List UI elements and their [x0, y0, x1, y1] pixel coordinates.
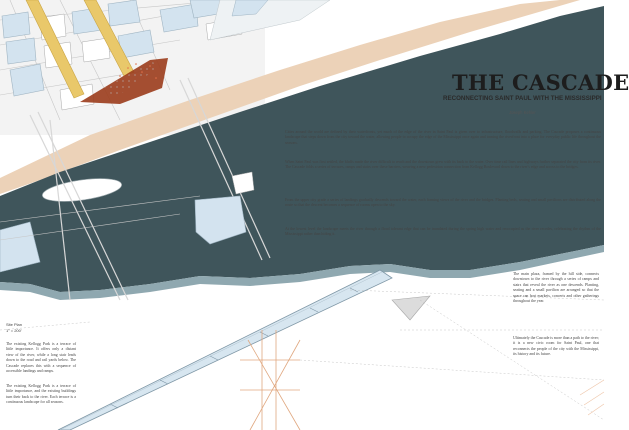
body-paragraph-3: From the upper city grade a series of landings gradually descends toward the water, each framing views of the river and the bridges. Planting beds, seating and small pavilions are distributed along the route so that the descent becomes a sequence of rooms open to the sky.: [285, 198, 601, 208]
page-title: THE CASCADE: [452, 70, 629, 95]
planting-grid-right: [580, 380, 604, 415]
body-paragraph-2: When Saint Paul was first settled, the bluffs made the river difficult to reach and the downtown grew with its back to the water. Over time rail lines and highways further separated the city from its river. The Cascade folds a series of terraces, ramps and stairs over these barriers, weaving a new pedestrian connection from Kellogg Boulevard down to the river's edge and across to the bridges.: [285, 160, 601, 170]
right-caption-2: Ultimately the Cascade is more than a path to the river; it is a new civic room for Saint Paul, one that reconnects the people of the city with the Mississippi, its history and its future.: [513, 336, 599, 357]
plan-label: Site Plan: [6, 322, 23, 327]
right-caption-1: The main plaza, framed by the hill side, connects downtown to the river through a series of ramps and stairs that reveal the river as one descends. Planting, seating and a small pavilion are arranged so that the space can host markets, concerts and other gatherings throughout the year.: [513, 272, 599, 304]
page-subtitle: RECONNECTING SAINT PAUL WITH THE MISSISSIPPI: [443, 95, 602, 102]
scale-label: 1" = 200': [6, 328, 22, 333]
body-paragraph-1: Cities around the world are defined by their waterfronts, yet much of the edge of the river in Saint Paul is given over to infrastructure, floodwalls and parking. The Cascade proposes a continuous landscape that steps down from the city toward the water, allowing people to occupy the edge of the Mississippi once again and turning the riverfront into a place for everyday public life throughout the seasons.: [285, 130, 601, 145]
left-caption-2: The existing Kellogg Park is a terrace of little importance, and the existing buildings turn their back to the river. Each terrace is a continuous landscape for all seasons.: [6, 384, 76, 405]
author-byline: Joseph Kehler: [509, 110, 536, 115]
upper-right-blocks: [210, 0, 330, 40]
body-paragraph-4: At the lowest level the landscape meets the river through a flood tolerant edge that can be inundated during the spring high water and reoccupied as the river recedes, celebrating the rhythm of the Mississippi rather than hiding it.: [285, 227, 601, 237]
pavilion-triangle: [392, 296, 430, 320]
left-caption-1: The existing Kellogg Park is a terrace of little importance. It offers only a distant view of the river, while a long stair leads down to the road and rail yards below. The Cascade replaces this with a sequence of accessible landings and ramps.: [6, 342, 76, 374]
